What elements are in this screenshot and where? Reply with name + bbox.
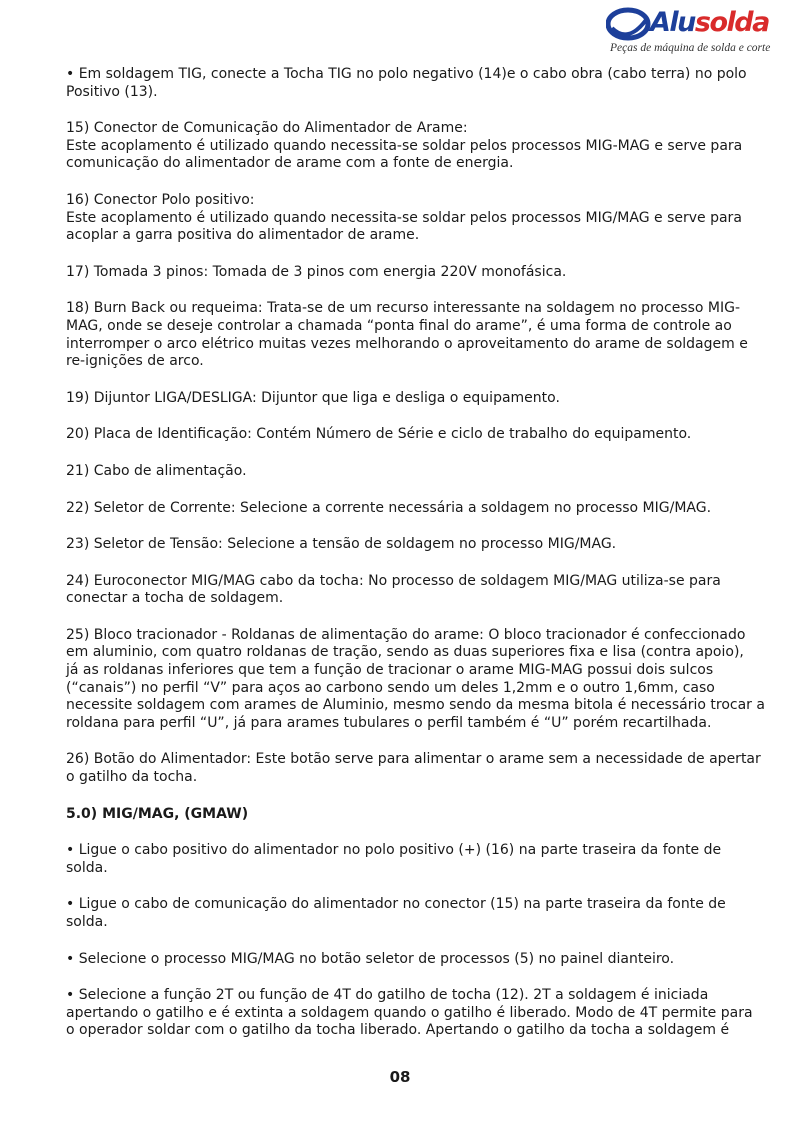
text-line: re-ignições de arco. xyxy=(66,353,204,370)
paragraph-step4 xyxy=(66,987,753,1040)
paragraph-item15 xyxy=(66,120,743,173)
text-line: comunicação do alimentador de arame com a fonte de energia. xyxy=(66,155,514,172)
text-line: • Selecione a função 2T ou função de 4T do gatilho de tocha (12). 2T a soldagem é iniciada xyxy=(66,987,709,1004)
paragraph-step2 xyxy=(66,896,736,931)
text-line: 22) Seletor de Corrente: Selecione a corrente necessária a soldagem no processo MIG/MAG. xyxy=(66,499,712,516)
main-content xyxy=(66,66,765,1059)
logo-wordmark: Alusolda xyxy=(650,7,769,38)
text-line: o operador soldar com o gatilho da tocha liberado. Apertando o gatilho da tocha a soldagem é xyxy=(66,1022,730,1039)
paragraph-item26 xyxy=(66,751,761,786)
text-line: solda. xyxy=(66,914,108,930)
text-line: 18) Burn Back ou requeima: Trata-se de um recurso interessante na soldagem no processo MIG- xyxy=(66,300,741,317)
text-line: • Ligue o cabo de comunicação do alimentador no conector (15) na parte traseira da fonte de xyxy=(66,896,726,913)
text-line: • Selecione o processo MIG/MAG no botão seletor de processos (5) no painel dianteiro. xyxy=(66,950,675,967)
paragraph-item21 xyxy=(66,463,736,481)
text-line: 16) Conector Polo positivo: xyxy=(66,191,255,208)
text-line: 20) Placa de Identificação: Contém Número de Série e ciclo de trabalho do equipamento. xyxy=(66,426,692,443)
text-line: 24) Euroconector MIG/MAG cabo da tocha: No processo de soldagem MIG/MAG utiliza-se para xyxy=(66,572,721,589)
paragraph-item17 xyxy=(66,264,736,282)
page-number: 08 xyxy=(389,1068,411,1086)
text-line: 21) Cabo de alimentação. xyxy=(66,462,247,479)
text-line: Este acoplamento é utilizado quando necessita-se soldar pelos processos MIG/MAG e serve para xyxy=(66,209,742,226)
paragraph-item24 xyxy=(66,573,736,608)
paragraph-step3 xyxy=(66,951,736,969)
text-line: solda. xyxy=(66,859,108,876)
text-line: em aluminio, com quatro roldanas de tração, sendo as duas superiores fixa e lisa (contra apoio), xyxy=(66,644,744,661)
text-line: • Ligue o cabo positivo do alimentador no polo positivo (+) (16) na parte traseira da fonte de xyxy=(66,842,722,859)
paragraph-item16 xyxy=(66,191,742,245)
section-heading: 5.0) MIG/MAG, (GMAW) xyxy=(66,805,249,822)
paragraph-item20 xyxy=(66,426,736,444)
text-line: 15) Conector de Comunicação do Alimentador de Arame: xyxy=(66,120,468,137)
text-line: (“canais”) no perfil “V” para aços ao carbono sendo um deles 1,2mm e o outro 1,6mm, caso xyxy=(66,679,715,696)
paragraph-item22 xyxy=(66,500,736,518)
text-line: Positivo (13). xyxy=(66,83,158,100)
text-line: acoplar a garra positiva do alimentador de arame. xyxy=(66,227,420,244)
paragraph-item18 xyxy=(66,300,748,370)
text-line: MAG, onde se deseje controlar a chamada “ponta final do arame”, é uma forma de controle ao xyxy=(66,317,732,334)
swoosh-logo-icon xyxy=(606,4,652,44)
text-line: conectar a tocha de soldagem. xyxy=(66,590,284,607)
text-line: 25) Bloco tracionador - Roldanas de alimentação do arame: O bloco tracionador é confeccionado xyxy=(66,626,746,643)
text-line: necessite soldagem com arames de Aluminio, mesmo sendo da mesma bitola é necessário trocar a xyxy=(66,697,765,714)
paragraph-list xyxy=(66,66,765,787)
text-line: 17) Tomada 3 pinos: Tomada de 3 pinos com energia 220V monofásica. xyxy=(66,263,567,280)
paragraph-item19 xyxy=(66,390,736,408)
brand-logo xyxy=(606,4,771,58)
text-line: roldana para perfil “U”, já para arames tubulares o perfil também é “U” porém recartilhada. xyxy=(66,714,712,731)
paragraph-tig xyxy=(66,66,747,101)
text-line: • Em soldagem TIG, conecte a Tocha TIG no polo negativo (14)e o cabo obra (cabo terra) no polo xyxy=(66,66,747,82)
text-line: 23) Seletor de Tensão: Selecione a tensão de soldagem no processo MIG/MAG. xyxy=(66,536,617,553)
text-line: já as roldanas inferiores que tem a função de tracionar o arame MIG-MAG possui dois sulcos xyxy=(66,662,714,679)
text-line: o gatilho da tocha. xyxy=(66,769,198,786)
text-line: Este acoplamento é utilizado quando necessita-se soldar pelos processos MIG-MAG e serve para xyxy=(66,137,743,154)
text-line: 19) Dijuntor LIGA/DESLIGA: Dijuntor que liga e desliga o equipamento. xyxy=(66,389,560,406)
text-line: interromper o arco elétrico muitas vezes melhorando o aproveitamento do arame de soldagem e xyxy=(66,335,748,352)
text-line: apertando o gatilho e é extinta a soldagem quando o gatilho é liberado. Modo de 4T permite para xyxy=(66,1004,753,1021)
paragraph-step1 xyxy=(66,842,736,877)
paragraph-item23 xyxy=(66,536,736,554)
text-line: 26) Botão do Alimentador: Este botão serve para alimentar o arame sem a necessidade de apertar xyxy=(66,751,761,768)
paragraph-item25 xyxy=(66,626,765,733)
section-paragraph-list xyxy=(66,842,753,1040)
logo-tagline: Peças de máquina de solda e corte xyxy=(610,42,771,54)
